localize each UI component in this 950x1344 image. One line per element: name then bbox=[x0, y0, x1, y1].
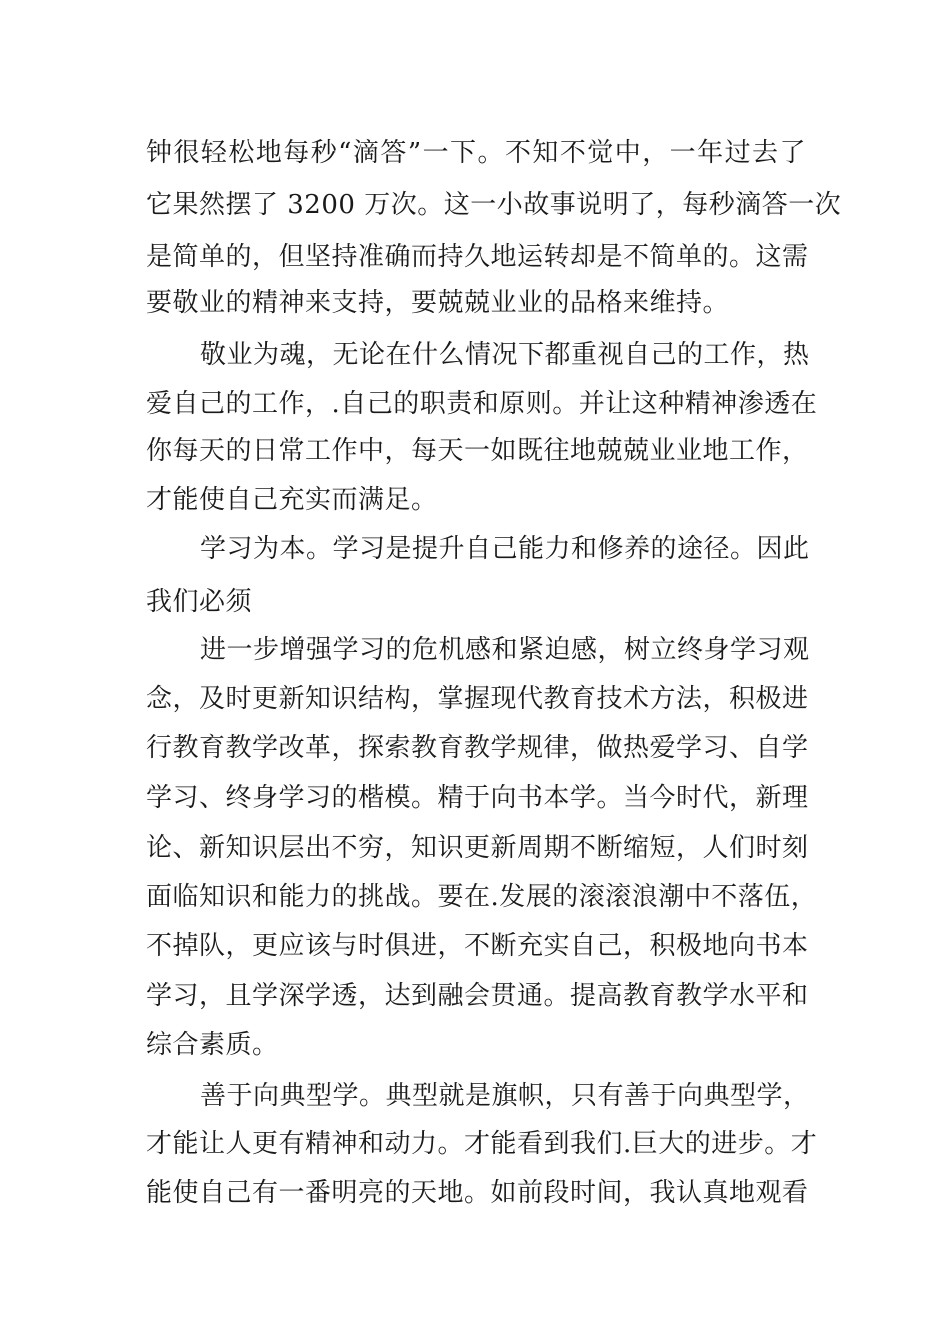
text-line-8: 才能使自己充实而满足。 bbox=[146, 485, 438, 515]
text-line-11: 进一步增强学习的危机感和紧迫感，树立终身学习观 bbox=[200, 635, 810, 665]
text-line-18: 学习，且学深学透，达到融会贯通。提高教育教学水平和 bbox=[146, 981, 809, 1011]
text-line-9: 学习为本。学习是提升自己能力和修养的途径。因此 bbox=[200, 534, 810, 564]
text-line-10: 我们必须 bbox=[146, 587, 253, 617]
text-line-16: 面临知识和能力的挑战。要在.发展的滚滚浪潮中不落伍， bbox=[146, 882, 818, 912]
text-line-19: 综合素质。 bbox=[146, 1030, 279, 1060]
text-line-14: 学习、终身学习的楷模。精于向书本学。当今时代，新理 bbox=[146, 783, 809, 813]
text-line-7: 你每天的日常工作中，每天一如既往地兢兢业业地工作， bbox=[146, 436, 809, 466]
text-line-15: 论、新知识层出不穷，知识更新周期不断缩短，人们时刻 bbox=[146, 833, 809, 863]
text-line-13: 行教育教学改革，探索教育教学规律，做热爱学习、自学 bbox=[146, 733, 809, 763]
text-line-22: 能使自己有一番明亮的天地。如前段时间，我认真地观看 bbox=[146, 1178, 809, 1208]
text-line-5: 敬业为魂，无论在什么情况下都重视自己的工作，热 bbox=[200, 340, 810, 370]
text-line-12: 念，及时更新知识结构，掌握现代教育技术方法，积极进 bbox=[146, 684, 809, 714]
text-line-4: 要敬业的精神来支持，要兢兢业业的品格来维持。 bbox=[146, 288, 730, 318]
text-line-6: 爱自己的工作，.自己的职责和原则。并让这种精神渗透在 bbox=[146, 389, 818, 419]
text-line-20: 善于向典型学。典型就是旗帜，只有善于向典型学， bbox=[200, 1081, 810, 1111]
text-line-1: 钟很轻松地每秒“滴答”一下。不知不觉中，一年过去了 bbox=[146, 138, 806, 168]
text-line-17: 不掉队，更应该与时俱进，不断充实自己，积极地向书本 bbox=[146, 931, 809, 961]
text-line-2: 它果然摆了 3200 万次。这一小故事说明了，每秒滴答一次 bbox=[146, 190, 842, 220]
text-line-3: 是简单的，但坚持准确而持久地运转却是不简单的。这需 bbox=[146, 242, 809, 272]
text-line-21: 才能让人更有精神和动力。才能看到我们.巨大的进步。才 bbox=[146, 1129, 818, 1159]
